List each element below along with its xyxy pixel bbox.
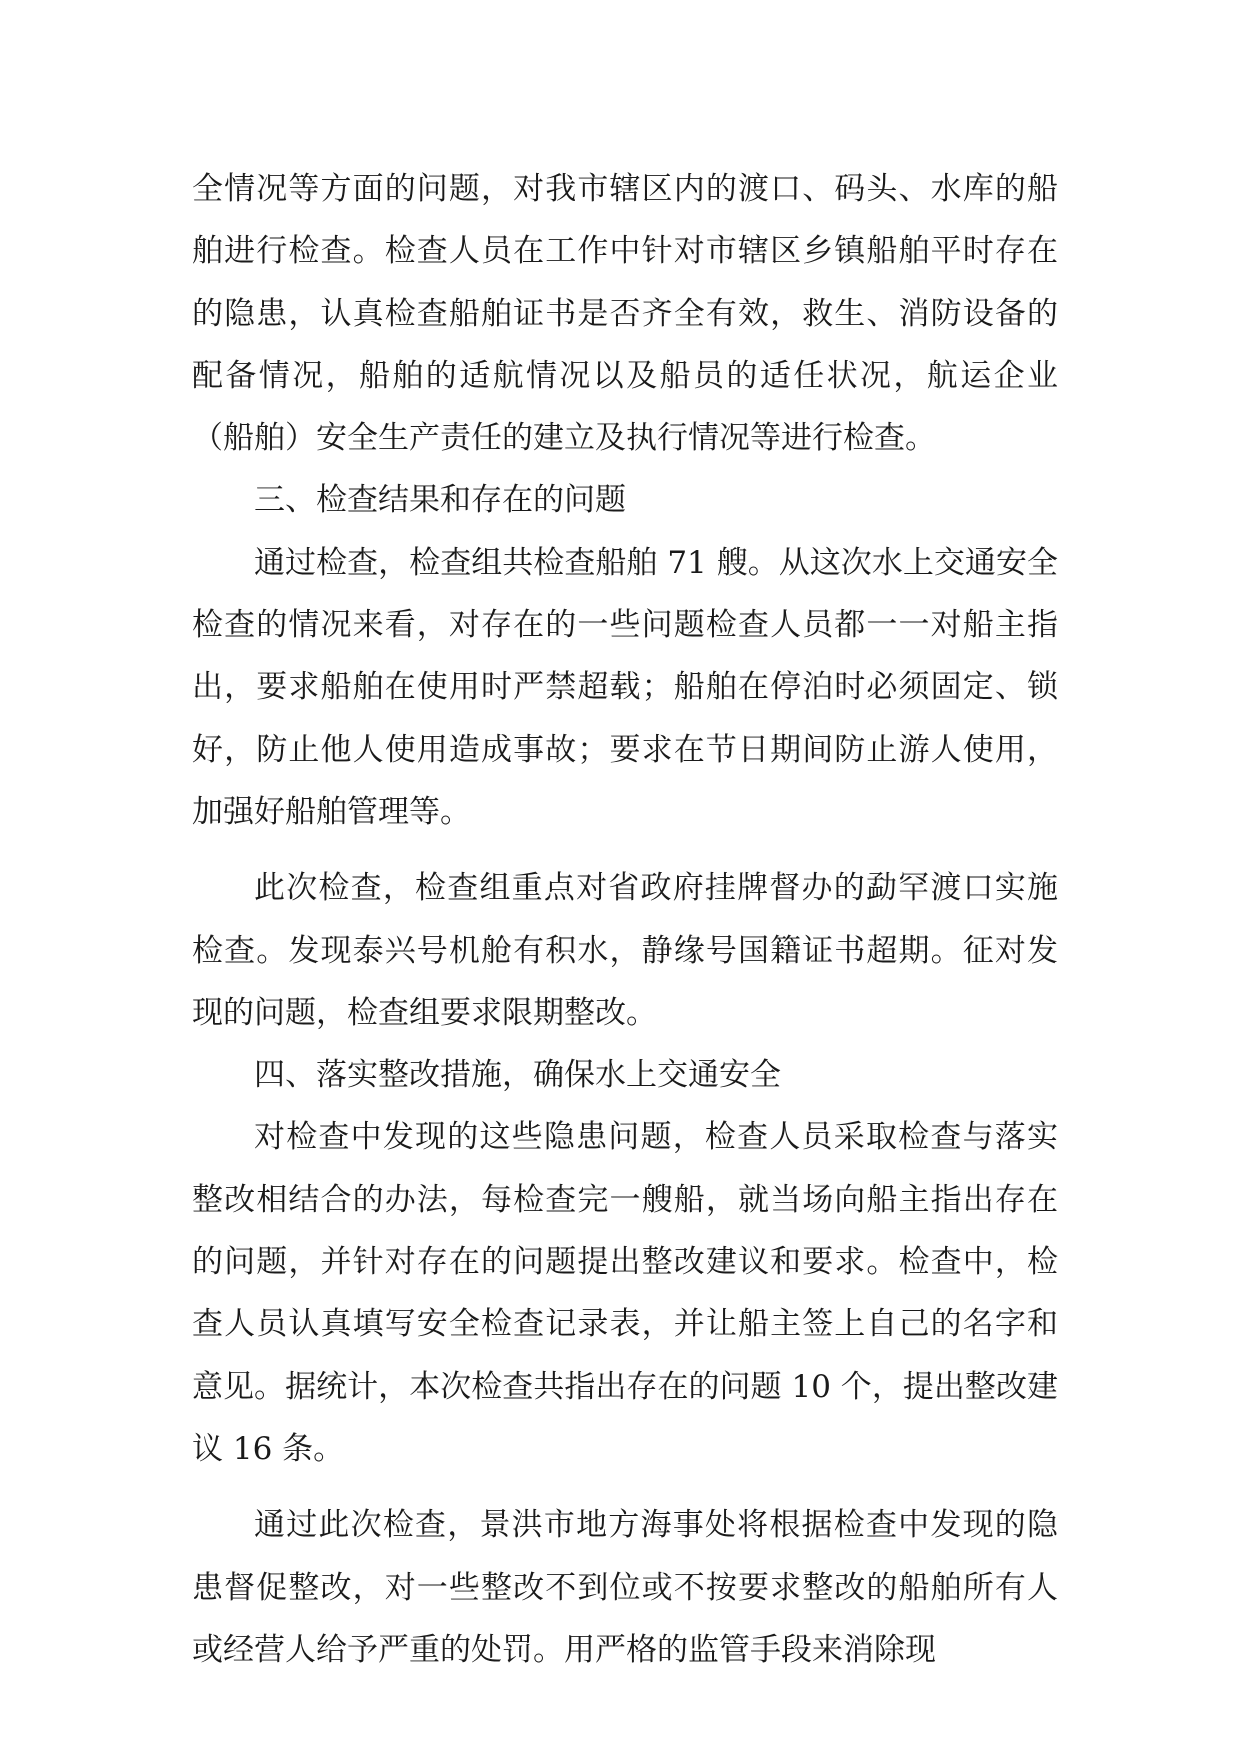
paragraph-rectification: 对检查中发现的这些隐患问题，检查人员采取检查与落实整改相结合的办法，每检查完一艘船，就当场向船主指出存在的问题，并针对存在的问题提出整改建议和要求。检查中，检查人员认真填写安全检查记录表，并让船主签上自己的名字和意见。据统计，本次检查共指出存在的问题 10 个，提出整改建议 16 条。 (192, 1119, 1058, 1467)
paragraph-inspection-results: 通过检查，检查组共检查船舶 71 艘。从这次水上交通安全检查的情况来看，对存在的一些问题检查人员都一一对船主指出，要求船舶在使用时严禁超载；船舶在停泊时必须固定、锁好，防止他人使用造成事故；要求在节日期间防止游人使用，加强好船舶管理等。 (192, 544, 1058, 830)
paragraph-follow-up: 通过此次检查，景洪市地方海事处将根据检查中发现的隐患督促整改，对一些整改不到位或不按要求整改的船舶所有人或经营人给予严重的处罚。用严格的监管手段来消除现 (192, 1507, 1058, 1668)
section-heading-four: 四、落实整改措施，确保水上交通安全 (254, 1057, 781, 1094)
section-heading-three: 三、检查结果和存在的问题 (254, 482, 626, 519)
paragraph-continuation: 全情况等方面的问题，对我市辖区内的渡口、码头、水库的船舶进行检查。检查人员在工作中针对市辖区乡镇船舶平时存在的隐患，认真检查船舶证书是否齐全有效，救生、消防设备的配备情况，船舶的适航情况以及船员的适任状况，航运企业（船舶）安全生产责任的建立及执行情况等进行检查。 (192, 171, 1058, 457)
paragraph-menghan-ferry: 此次检查，检查组重点对省政府挂牌督办的勐罕渡口实施检查。发现泰兴号机舱有积水，静缘号国籍证书超期。征对发现的问题，检查组要求限期整改。 (192, 870, 1058, 1031)
document-body (192, 158, 1058, 1681)
